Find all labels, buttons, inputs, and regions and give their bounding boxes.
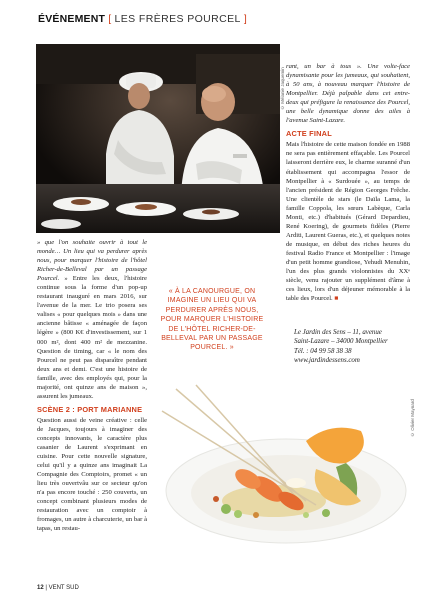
pull-quote: « À LA CANOURGUE, ON IMAGINE UN LIEU QUI VA PERDURER APRÈS NOUS, POUR MARQUER L'HISTOIRE DE L'HÔTEL RICHER-DE-BELLEVAL PAR UN PASSAGE POURCEL. » — [160, 288, 264, 352]
chefs-photo — [36, 44, 280, 233]
food-photo-illustration — [156, 381, 410, 560]
left-column-intro-rest: » Entre les deux, l'histoire continue sous la forme d'un pop-up restaurant inauguré en mars 2016, sur l'avenue de la mer. Le trio posera ses valises « pour quelques mois » dans une ancienne bâtisse « aménagée de façon légère » (800 K€ d'investissement, sur 1 000 m², dont 400 m² de mezzanine. Question de timing, car « le nom des Pourcel ne peut pas disparaître pendant deux ans et demi. C'est une histoire de famille, avec des employés qui, pour la majorité, ont quinze ans de maison », assurent les jumeaux. — [37, 275, 147, 400]
subheading-scene-2: SCÈNE 2 : PORT MARIANNE — [37, 404, 143, 414]
bracket-open: [ — [108, 13, 112, 25]
bracket-close: ] — [243, 13, 248, 25]
right-column-body-text: Mais l'histoire de cette maison fondée en 1988 ne sera pas entièrement effaçable. Les Pourcel laisseront derrière eux, le charme suranné d'un établissement qui accompagna l'essor de Montpellier à « Surdouée », au temps de l'ancien président de Région Georges Frêche. Une clientèle de stars (le Daïla Lama, la famille Coppola, les sœurs Labèque, Carla Monti, etc.) d'habitués (Gérard Depardieu, René Koering), de gourmets fidèles (Pierre Arditi, Laurent Gueras, etc.), et quelques notes de musique, en début des riches heures du festival Radio France et Montpellier : l'image d'un petit homme grandiose, Yehudi Menuhin, l'un des plus grands violonnistes du XXᵉ siècle, venu rajouter un supplément d'âme à ces lieux, lors d'un déjeuner mémorable à la table des Pourcel. — [286, 141, 410, 303]
address-line-2: Saint-Lazare – 34000 Montpellier — [294, 338, 388, 346]
left-column — [37, 238, 147, 534]
section-label — [38, 13, 247, 25]
restaurant-address — [294, 328, 414, 366]
page-number: 12 — [37, 585, 44, 591]
chefs-photo-credit: © Mélanie Jaquemin — [280, 67, 285, 110]
left-column-body: Question aussi de veine créative : celle de Jacques, toujours à imaginer des concepts innovants, le caractère plus casanier de Laurent s'exprimant en cuisine. Pour cette nouvelle signature, celui qu'il y a quinze ans imaginait La Compagnie des Comptoirs, promet « un lieu très ouvertvâu sur ce secteur qu'on n'a pas encore touché : 250 couverts, un concept combinant plusieurs modes de restauration avec un comptoir à fromages, un autre à charcuterie, un bar à tapas, un restau- — [37, 416, 147, 533]
magazine-name: VENT SUD — [48, 585, 79, 591]
address-line-1: Le Jardin des Sens – 11, avenue — [294, 329, 382, 336]
subheading-acte-final: ACTE FINAL — [286, 129, 332, 139]
chefs-photo-illustration — [36, 44, 280, 233]
left-column-intro — [37, 238, 147, 401]
food-photo-credit: © Olivier Maynard — [410, 399, 415, 437]
section-name: ÉVÉNEMENT — [38, 13, 106, 25]
left-column-quote: » que l'on souhaite ouvrir à tout le monde… Un lieu qui va perdurer après nous, pour marquer l'histoire de l'hôtel Richer-de-Belleval par un passage Pourcel. — [37, 239, 147, 283]
food-photo — [156, 381, 410, 560]
right-column-body — [286, 140, 410, 303]
right-column — [286, 62, 410, 303]
address-website: www.jardindessens.com — [294, 357, 360, 365]
page-footer — [37, 585, 79, 591]
footer-separator: | — [45, 585, 47, 591]
article-subtitle: LES FRÈRES POURCEL — [114, 13, 241, 25]
end-mark-icon: ■ — [334, 295, 339, 303]
right-column-intro: rant, un bar à tous ». Une volte-face dynamisante pour les jumeaux, qui souhaitent, à 50 ans, à nouveau marquer l'histoire de Montpellier. Déjà palpable dans cet entre-deux qui préfigure la renaissance des Pourcel, une belle dynamique donne des ailes à l'avenue Saint-Lazare. — [286, 63, 410, 125]
address-phone: Tél. : 04 99 58 38 38 — [294, 347, 352, 355]
